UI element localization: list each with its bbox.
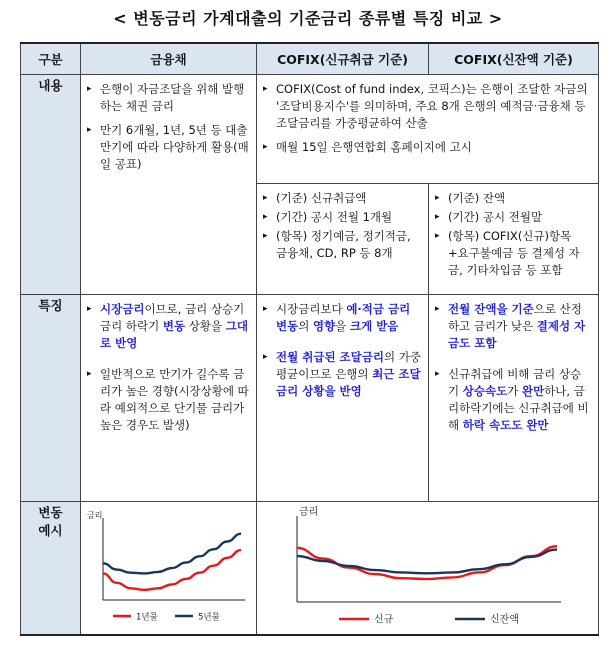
features-bond-cell: [81, 295, 257, 502]
series-line-5년물: [103, 534, 241, 574]
legend-label-5년물: 5년물: [198, 612, 220, 623]
content-bond-cell: [81, 75, 257, 295]
chart-bond-cell: [81, 502, 257, 636]
row-label-example: [21, 502, 81, 636]
text-seg: 의 가중평균이므로 은행의: [276, 350, 421, 381]
page-title: < 변동금리 가계대출의 기준금리 종류별 특징 비교 >: [113, 9, 503, 28]
hl-gradual: 완만: [521, 384, 545, 398]
text-seg: 가: [507, 384, 522, 398]
text-seg: 이므로, 금리 상승기 금리 하락기: [100, 302, 245, 333]
header-row: [21, 43, 599, 75]
content-row: [21, 75, 599, 184]
content-balance-item-2: ▸ (항목) COFIX(신규)항목 +요구불예금 등 결제성 자금, 기타차입금 등 포함: [435, 228, 592, 279]
example-row: [21, 502, 599, 636]
header-cofix-balance: COFIX(신잔액 기준): [429, 43, 599, 75]
text-seg: 을: [335, 319, 350, 333]
features-balance-bullet-1: [435, 301, 592, 352]
hl-reflect-as-is: 그대로 반영: [100, 319, 248, 350]
features-bond-bullet-2: ▸ 일반적으로 만기가 길수록 금리가 높은 경향(시장상황에 따라 예외적으로 단기물 금리가 높은 경우도 발생): [87, 366, 250, 434]
header-bond: 금융채: [81, 43, 257, 75]
content-new-item-2: ▸ (항목) 정기예금, 정기적금, 금융채, CD, RP 등 8개: [263, 228, 422, 262]
hl-prev-balance: 전월 잔액을 기준: [448, 302, 534, 316]
text-seg: 상황을: [185, 319, 226, 333]
content-balance-item-1: ▸ (기간) 공시 전월말: [435, 209, 592, 226]
legend-label-신잔액: 신잔액: [490, 614, 519, 626]
hl-market-rate: 시장금리: [100, 302, 145, 316]
features-bond-bullet-1: [87, 301, 250, 352]
content-cofix-bullet-2: ▸ 매월 15일 은행연합회 홈페이지에 고시: [263, 139, 592, 156]
hl-settlement-funds: 결제성 자금도 포함: [448, 319, 586, 350]
hl-rise-speed: 상승속도: [462, 384, 508, 398]
hl-recent-rate: 최근 조달금리 상황을 반영: [276, 367, 421, 398]
chart-cofix: [257, 502, 599, 632]
content-new-cell: [257, 184, 429, 295]
hl-change: 변동: [162, 319, 186, 333]
example-label-line1: 변동: [38, 505, 63, 520]
content-balance-cell: [429, 184, 599, 295]
example-label-line2: 예시: [38, 523, 63, 538]
header-cofix-new: COFIX(신규취급 기준): [257, 43, 429, 75]
text-seg: 하나, 금리하락기에는 신규취급에 비해: [448, 384, 589, 432]
y-axis-label: 금리: [87, 511, 103, 520]
header-category: 구분: [21, 43, 81, 75]
features-new-bullet-2: [263, 349, 422, 400]
features-row: [21, 295, 599, 502]
legend-label-신규: 신규: [374, 614, 394, 626]
features-new-bullet-1: [263, 301, 422, 335]
content-balance-item-0: ▸ (기준) 잔액: [435, 190, 592, 207]
text-seg: 시장금리보다: [276, 302, 347, 316]
hl-fall-gradual: 하락 속도도 완만: [462, 418, 549, 432]
row-label-content: 내용: [21, 75, 81, 295]
content-bond-bullet-2: ▸ 만기 6개월, 1년, 5년 등 대출만기에 따라 다양하게 활용(매일 공표): [87, 122, 250, 173]
text-seg: 신규취급에 비해 금리 상승기: [448, 367, 582, 398]
features-balance-bullet-2: [435, 366, 592, 434]
y-axis-label: 금리: [299, 507, 319, 518]
comparison-table: [20, 42, 599, 636]
content-cofix-bullet-1: ▸ COFIX(Cost of fund index, 코픽스)는 은행이 조달한 자금의 '조달비용지수'를 의미하며, 주요 8개 은행의 예적금·금융채 등 조달금리를 가중평균하여 산출: [263, 81, 592, 132]
features-balance-cell: [429, 295, 599, 502]
series-line-신잔액: [297, 550, 557, 574]
chart-bond: [81, 502, 257, 632]
content-new-item-1: ▸ (기간) 공시 전월 1개월: [263, 209, 422, 226]
legend-label-1년물: 1년물: [136, 612, 158, 623]
row-label-features: 특징: [21, 295, 81, 502]
content-cofix-cell: [257, 75, 599, 184]
chart-cofix-cell: [257, 502, 599, 636]
hl-prev-month-rate: 전월 취급된 조달금리: [276, 350, 384, 364]
features-new-cell: [257, 295, 429, 502]
hl-strongly: 크게 받음: [349, 319, 399, 333]
content-bond-bullet-1: ▸ 은행이 자금조달을 위해 발행하는 채권 금리: [87, 81, 250, 115]
text-seg: 으로 산정하고 금리가 낮은: [448, 302, 582, 333]
hl-influence: 영향: [312, 319, 336, 333]
content-new-item-0: ▸ (기준) 신규취급액: [263, 190, 422, 207]
text-seg: 의: [298, 319, 313, 333]
hl-deposit-change: 예·적금 금리 변동: [276, 302, 411, 333]
